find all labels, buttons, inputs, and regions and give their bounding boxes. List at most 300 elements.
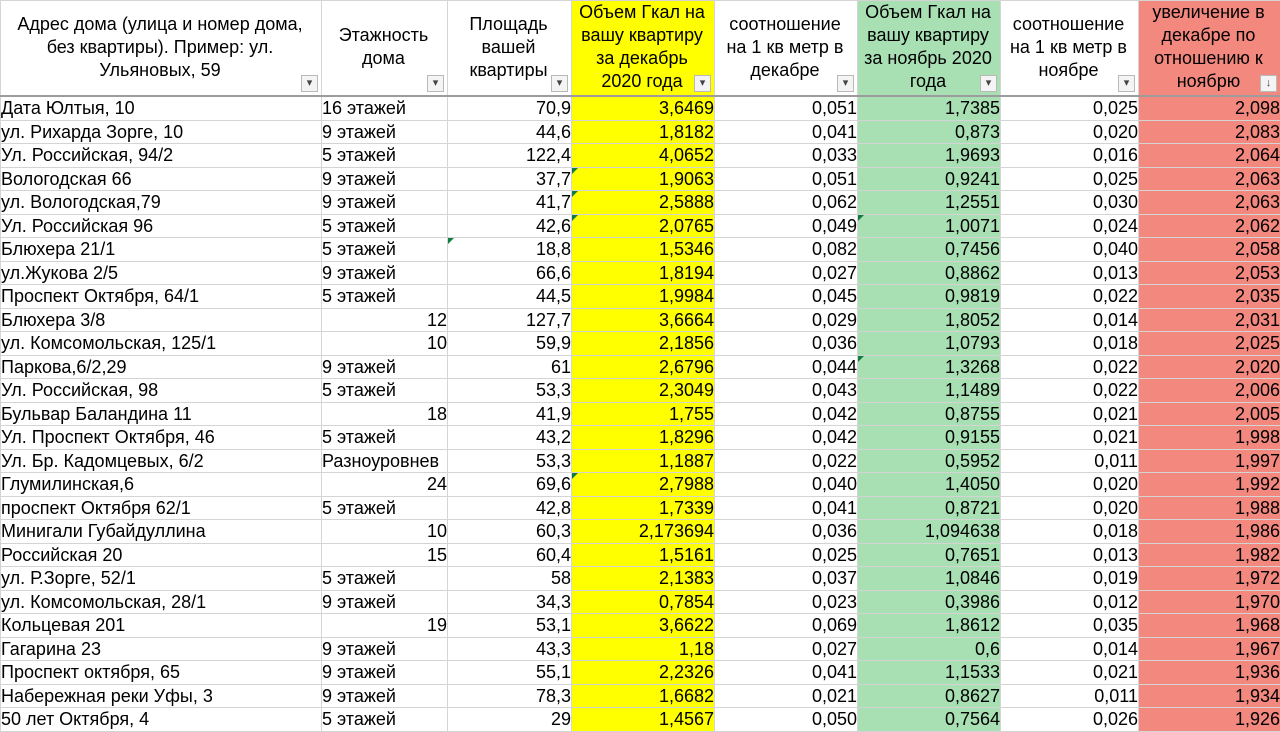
cell-area[interactable] <box>448 332 572 356</box>
cell-december-ratio[interactable] <box>715 144 858 168</box>
cell-november-ratio[interactable] <box>1001 614 1139 638</box>
cell-area[interactable] <box>448 567 572 591</box>
cell-november-gcal[interactable] <box>858 167 1001 191</box>
cell-address[interactable] <box>1 708 322 732</box>
cell-floors[interactable] <box>322 355 448 379</box>
cell-value: 1,4567 <box>659 709 714 729</box>
cell-floors[interactable] <box>322 637 448 661</box>
cell-november-ratio[interactable] <box>1001 520 1139 544</box>
cell-december-ratio[interactable] <box>715 285 858 309</box>
cell-december-ratio[interactable] <box>715 426 858 450</box>
cell-november-ratio[interactable] <box>1001 285 1139 309</box>
cell-value: 1,8296 <box>659 427 714 447</box>
cell-floors[interactable] <box>322 567 448 591</box>
cell-december-ratio[interactable] <box>715 120 858 144</box>
cell-december-gcal[interactable] <box>572 285 715 309</box>
cell-floors[interactable] <box>322 308 448 332</box>
cell-increase[interactable] <box>1139 567 1280 591</box>
cell-december-ratio[interactable] <box>715 473 858 497</box>
cell-increase[interactable] <box>1139 332 1280 356</box>
cell-address[interactable] <box>1 308 322 332</box>
cell-area[interactable] <box>448 285 572 309</box>
cell-increase[interactable] <box>1139 684 1280 708</box>
cell-address[interactable] <box>1 567 322 591</box>
cell-floors[interactable] <box>322 449 448 473</box>
cell-november-ratio[interactable] <box>1001 214 1139 238</box>
cell-address[interactable] <box>1 261 322 285</box>
cell-floors[interactable] <box>322 590 448 614</box>
cell-floors[interactable] <box>322 379 448 403</box>
cell-increase[interactable] <box>1139 120 1280 144</box>
cell-floors[interactable] <box>322 120 448 144</box>
cell-address[interactable] <box>1 520 322 544</box>
cell-value: 9 этажей <box>322 192 396 212</box>
cell-december-gcal[interactable] <box>572 261 715 285</box>
column-header-november-ratio <box>1001 1 1139 97</box>
cell-value: 0,022 <box>1093 380 1138 400</box>
cell-area[interactable] <box>448 96 572 120</box>
cell-november-gcal[interactable] <box>858 308 1001 332</box>
filter-dropdown-icon[interactable]: ▾ <box>837 75 854 92</box>
cell-value: 16 этажей <box>322 98 406 118</box>
cell-november-ratio[interactable] <box>1001 637 1139 661</box>
cell-area[interactable] <box>448 708 572 732</box>
table-row <box>1 332 1280 356</box>
cell-november-ratio[interactable] <box>1001 379 1139 403</box>
cell-november-ratio[interactable] <box>1001 191 1139 215</box>
cell-december-ratio[interactable] <box>715 449 858 473</box>
cell-value: 0,025 <box>1093 98 1138 118</box>
cell-december-gcal[interactable] <box>572 426 715 450</box>
cell-floors[interactable] <box>322 167 448 191</box>
cell-value: 2,0765 <box>659 216 714 236</box>
cell-value: 24 <box>427 474 447 494</box>
cell-november-ratio[interactable] <box>1001 261 1139 285</box>
cell-november-gcal[interactable] <box>858 402 1001 426</box>
cell-area[interactable] <box>448 473 572 497</box>
cell-address[interactable] <box>1 661 322 685</box>
cell-increase[interactable] <box>1139 402 1280 426</box>
cell-november-ratio[interactable] <box>1001 543 1139 567</box>
cell-december-ratio[interactable] <box>715 614 858 638</box>
cell-november-gcal[interactable] <box>858 332 1001 356</box>
cell-area[interactable] <box>448 426 572 450</box>
cell-december-ratio[interactable] <box>715 238 858 262</box>
cell-address[interactable] <box>1 332 322 356</box>
cell-december-ratio[interactable] <box>715 167 858 191</box>
cell-area[interactable] <box>448 308 572 332</box>
cell-december-ratio[interactable] <box>715 708 858 732</box>
sort-descending-filter-icon[interactable]: ↓ <box>1260 75 1277 92</box>
cell-december-gcal[interactable] <box>572 473 715 497</box>
cell-november-ratio[interactable] <box>1001 402 1139 426</box>
cell-address[interactable] <box>1 449 322 473</box>
cell-address[interactable] <box>1 96 322 120</box>
column-header-label: Площадь вашей квартиры <box>448 13 571 84</box>
cell-increase[interactable] <box>1139 308 1280 332</box>
cell-december-gcal[interactable] <box>572 332 715 356</box>
cell-address[interactable] <box>1 473 322 497</box>
cell-increase[interactable] <box>1139 355 1280 379</box>
cell-floors[interactable] <box>322 261 448 285</box>
cell-november-gcal[interactable] <box>858 285 1001 309</box>
cell-value: 1,972 <box>1235 568 1280 588</box>
cell-value: 0,020 <box>1093 474 1138 494</box>
cell-november-ratio[interactable] <box>1001 708 1139 732</box>
cell-value: 34,3 <box>536 592 571 612</box>
filter-dropdown-icon[interactable]: ▾ <box>551 75 568 92</box>
cell-area[interactable] <box>448 637 572 661</box>
error-indicator-icon <box>572 215 578 221</box>
cell-value: 0,041 <box>812 498 857 518</box>
cell-value: 1,5346 <box>659 239 714 259</box>
cell-value: 0,041 <box>812 662 857 682</box>
cell-floors[interactable] <box>322 426 448 450</box>
cell-november-gcal[interactable] <box>858 708 1001 732</box>
cell-value: 0,018 <box>1093 333 1138 353</box>
cell-value: 0,020 <box>1093 122 1138 142</box>
cell-address[interactable] <box>1 355 322 379</box>
cell-value: 0,042 <box>812 427 857 447</box>
error-indicator-icon <box>572 473 578 479</box>
cell-increase[interactable] <box>1139 590 1280 614</box>
cell-floors[interactable] <box>322 402 448 426</box>
cell-increase[interactable] <box>1139 379 1280 403</box>
cell-value: 0,025 <box>812 545 857 565</box>
cell-area[interactable] <box>448 543 572 567</box>
cell-december-ratio[interactable] <box>715 332 858 356</box>
cell-november-gcal[interactable] <box>858 637 1001 661</box>
cell-area[interactable] <box>448 167 572 191</box>
cell-november-ratio[interactable] <box>1001 661 1139 685</box>
cell-value: 61 <box>551 357 571 377</box>
cell-increase[interactable] <box>1139 614 1280 638</box>
cell-december-gcal[interactable] <box>572 614 715 638</box>
filter-dropdown-icon[interactable]: ▾ <box>1118 75 1135 92</box>
cell-value: 2,063 <box>1235 169 1280 189</box>
cell-area[interactable] <box>448 379 572 403</box>
cell-area[interactable] <box>448 355 572 379</box>
cell-floors[interactable] <box>322 96 448 120</box>
cell-december-gcal[interactable] <box>572 661 715 685</box>
cell-november-ratio[interactable] <box>1001 144 1139 168</box>
cell-increase[interactable] <box>1139 96 1280 120</box>
cell-floors[interactable] <box>322 520 448 544</box>
cell-december-gcal[interactable] <box>572 520 715 544</box>
cell-address[interactable] <box>1 402 322 426</box>
cell-december-ratio[interactable] <box>715 590 858 614</box>
cell-december-ratio[interactable] <box>715 637 858 661</box>
cell-december-ratio[interactable] <box>715 402 858 426</box>
cell-address[interactable] <box>1 191 322 215</box>
cell-value: 1,755 <box>669 404 714 424</box>
cell-november-gcal[interactable] <box>858 520 1001 544</box>
cell-december-gcal[interactable] <box>572 167 715 191</box>
cell-increase[interactable] <box>1139 520 1280 544</box>
cell-floors[interactable] <box>322 214 448 238</box>
cell-floors[interactable] <box>322 238 448 262</box>
table-row <box>1 402 1280 426</box>
cell-increase[interactable] <box>1139 214 1280 238</box>
cell-address[interactable] <box>1 285 322 309</box>
cell-value: 2,020 <box>1235 357 1280 377</box>
cell-increase[interactable] <box>1139 496 1280 520</box>
cell-value: 0,037 <box>812 568 857 588</box>
cell-december-gcal[interactable] <box>572 144 715 168</box>
cell-value: 2,063 <box>1235 192 1280 212</box>
cell-november-gcal[interactable] <box>858 543 1001 567</box>
cell-december-gcal[interactable] <box>572 355 715 379</box>
cell-increase[interactable] <box>1139 238 1280 262</box>
cell-floors[interactable] <box>322 708 448 732</box>
cell-december-gcal[interactable] <box>572 496 715 520</box>
cell-floors[interactable] <box>322 144 448 168</box>
column-header-address <box>1 1 322 97</box>
cell-increase[interactable] <box>1139 285 1280 309</box>
cell-value: 60,4 <box>536 545 571 565</box>
cell-value: 0,014 <box>1093 310 1138 330</box>
cell-value: 122,4 <box>526 145 571 165</box>
error-indicator-icon <box>572 168 578 174</box>
column-header-area <box>448 1 572 97</box>
cell-floors[interactable] <box>322 684 448 708</box>
cell-value: 1,9063 <box>659 169 714 189</box>
cell-value: 1,936 <box>1235 662 1280 682</box>
cell-december-gcal[interactable] <box>572 684 715 708</box>
cell-increase[interactable] <box>1139 449 1280 473</box>
cell-value: 5 этажей <box>322 709 396 729</box>
cell-november-ratio[interactable] <box>1001 120 1139 144</box>
cell-november-ratio[interactable] <box>1001 590 1139 614</box>
cell-value: 0,026 <box>1093 709 1138 729</box>
cell-november-gcal[interactable] <box>858 238 1001 262</box>
cell-value: 0,8755 <box>945 404 1000 424</box>
cell-november-ratio[interactable] <box>1001 355 1139 379</box>
cell-area[interactable] <box>448 496 572 520</box>
cell-address[interactable] <box>1 379 322 403</box>
cell-area[interactable] <box>448 684 572 708</box>
cell-floors[interactable] <box>322 543 448 567</box>
cell-november-ratio[interactable] <box>1001 96 1139 120</box>
cell-increase[interactable] <box>1139 661 1280 685</box>
filter-dropdown-icon[interactable]: ▾ <box>427 75 444 92</box>
cell-value: 0,043 <box>812 380 857 400</box>
cell-value: 1,1887 <box>659 451 714 471</box>
cell-december-gcal[interactable] <box>572 308 715 332</box>
cell-value: 1,0071 <box>945 216 1000 236</box>
cell-floors[interactable] <box>322 496 448 520</box>
cell-area[interactable] <box>448 661 572 685</box>
table-row <box>1 355 1280 379</box>
cell-november-gcal[interactable] <box>858 590 1001 614</box>
cell-increase[interactable] <box>1139 426 1280 450</box>
cell-address[interactable] <box>1 496 322 520</box>
cell-december-ratio[interactable] <box>715 567 858 591</box>
cell-address[interactable] <box>1 120 322 144</box>
cell-address[interactable] <box>1 590 322 614</box>
cell-december-ratio[interactable] <box>715 308 858 332</box>
cell-value: 10 <box>427 521 447 541</box>
cell-december-gcal[interactable] <box>572 379 715 403</box>
cell-increase[interactable] <box>1139 708 1280 732</box>
cell-value: 1,997 <box>1235 451 1280 471</box>
cell-november-ratio[interactable] <box>1001 167 1139 191</box>
cell-december-gcal[interactable] <box>572 590 715 614</box>
cell-address[interactable] <box>1 637 322 661</box>
cell-november-gcal[interactable] <box>858 355 1001 379</box>
cell-floors[interactable] <box>322 661 448 685</box>
cell-november-ratio[interactable] <box>1001 332 1139 356</box>
cell-november-ratio[interactable] <box>1001 684 1139 708</box>
cell-area[interactable] <box>448 120 572 144</box>
cell-november-gcal[interactable] <box>858 449 1001 473</box>
filter-dropdown-icon[interactable]: ▾ <box>694 75 711 92</box>
table-row <box>1 614 1280 638</box>
cell-floors[interactable] <box>322 473 448 497</box>
cell-address[interactable] <box>1 167 322 191</box>
cell-increase[interactable] <box>1139 167 1280 191</box>
cell-november-gcal[interactable] <box>858 120 1001 144</box>
cell-november-ratio[interactable] <box>1001 496 1139 520</box>
cell-december-ratio[interactable] <box>715 520 858 544</box>
cell-area[interactable] <box>448 214 572 238</box>
cell-increase[interactable] <box>1139 191 1280 215</box>
cell-december-ratio[interactable] <box>715 261 858 285</box>
cell-increase[interactable] <box>1139 144 1280 168</box>
cell-december-ratio[interactable] <box>715 96 858 120</box>
cell-november-gcal[interactable] <box>858 214 1001 238</box>
table-row <box>1 661 1280 685</box>
cell-area[interactable] <box>448 402 572 426</box>
cell-december-gcal[interactable] <box>572 214 715 238</box>
filter-dropdown-icon[interactable]: ▾ <box>980 75 997 92</box>
cell-value: Вологодская 66 <box>1 169 132 189</box>
cell-floors[interactable] <box>322 332 448 356</box>
cell-november-ratio[interactable] <box>1001 449 1139 473</box>
cell-december-gcal[interactable] <box>572 708 715 732</box>
cell-value: 9 этажей <box>322 592 396 612</box>
cell-december-gcal[interactable] <box>572 567 715 591</box>
cell-value: 1,18 <box>679 639 714 659</box>
cell-december-ratio[interactable] <box>715 191 858 215</box>
cell-floors[interactable] <box>322 614 448 638</box>
cell-value: 0,027 <box>812 639 857 659</box>
cell-area[interactable] <box>448 261 572 285</box>
cell-value: 41,7 <box>536 192 571 212</box>
cell-area[interactable] <box>448 449 572 473</box>
cell-november-gcal[interactable] <box>858 684 1001 708</box>
cell-value: 42,8 <box>536 498 571 518</box>
cell-december-ratio[interactable] <box>715 355 858 379</box>
cell-december-gcal[interactable] <box>572 238 715 262</box>
cell-november-gcal[interactable] <box>858 261 1001 285</box>
cell-december-ratio[interactable] <box>715 496 858 520</box>
cell-november-gcal[interactable] <box>858 379 1001 403</box>
cell-address[interactable] <box>1 238 322 262</box>
cell-area[interactable] <box>448 238 572 262</box>
cell-value: Глумилинская,6 <box>1 474 134 494</box>
cell-value: 0,021 <box>812 686 857 706</box>
cell-address[interactable] <box>1 214 322 238</box>
cell-november-ratio[interactable] <box>1001 426 1139 450</box>
cell-address[interactable] <box>1 684 322 708</box>
cell-november-gcal[interactable] <box>858 496 1001 520</box>
cell-december-ratio[interactable] <box>715 543 858 567</box>
cell-december-gcal[interactable] <box>572 120 715 144</box>
cell-value: 42,6 <box>536 216 571 236</box>
cell-value: Ул. Бр. Кадомцевых, 6/2 <box>1 451 204 471</box>
cell-area[interactable] <box>448 144 572 168</box>
cell-address[interactable] <box>1 543 322 567</box>
cell-december-ratio[interactable] <box>715 379 858 403</box>
cell-december-gcal[interactable] <box>572 96 715 120</box>
cell-value: Набережная реки Уфы, 3 <box>1 686 213 706</box>
column-header-floors <box>322 1 448 97</box>
cell-november-ratio[interactable] <box>1001 308 1139 332</box>
cell-november-gcal[interactable] <box>858 473 1001 497</box>
cell-increase[interactable] <box>1139 261 1280 285</box>
cell-value: 0,7564 <box>945 709 1000 729</box>
cell-value: 0,9241 <box>945 169 1000 189</box>
cell-address[interactable] <box>1 426 322 450</box>
cell-november-ratio[interactable] <box>1001 567 1139 591</box>
cell-increase[interactable] <box>1139 473 1280 497</box>
cell-november-gcal[interactable] <box>858 426 1001 450</box>
cell-value: 2,173694 <box>639 521 714 541</box>
cell-november-gcal[interactable] <box>858 661 1001 685</box>
cell-december-ratio[interactable] <box>715 661 858 685</box>
table-row <box>1 120 1280 144</box>
cell-november-gcal[interactable] <box>858 567 1001 591</box>
cell-december-gcal[interactable] <box>572 543 715 567</box>
cell-floors[interactable] <box>322 191 448 215</box>
cell-value: 0,8862 <box>945 263 1000 283</box>
cell-area[interactable] <box>448 191 572 215</box>
cell-value: 0,9155 <box>945 427 1000 447</box>
cell-december-ratio[interactable] <box>715 214 858 238</box>
cell-december-gcal[interactable] <box>572 402 715 426</box>
cell-november-ratio[interactable] <box>1001 473 1139 497</box>
cell-november-gcal[interactable] <box>858 614 1001 638</box>
cell-value: 19 <box>427 615 447 635</box>
cell-value: Минигали Губайдуллина <box>1 521 206 541</box>
cell-area[interactable] <box>448 590 572 614</box>
cell-area[interactable] <box>448 614 572 638</box>
cell-increase[interactable] <box>1139 543 1280 567</box>
cell-december-gcal[interactable] <box>572 191 715 215</box>
cell-november-gcal[interactable] <box>858 144 1001 168</box>
cell-december-gcal[interactable] <box>572 449 715 473</box>
cell-address[interactable] <box>1 144 322 168</box>
cell-value: Блюхера 21/1 <box>1 239 115 259</box>
cell-value: 2,7988 <box>659 474 714 494</box>
cell-november-gcal[interactable] <box>858 191 1001 215</box>
cell-address[interactable] <box>1 614 322 638</box>
cell-area[interactable] <box>448 520 572 544</box>
cell-value: 0,069 <box>812 615 857 635</box>
cell-floors[interactable] <box>322 285 448 309</box>
cell-december-ratio[interactable] <box>715 684 858 708</box>
cell-november-gcal[interactable] <box>858 96 1001 120</box>
cell-value: 55,1 <box>536 662 571 682</box>
table-row <box>1 167 1280 191</box>
cell-november-ratio[interactable] <box>1001 238 1139 262</box>
cell-increase[interactable] <box>1139 637 1280 661</box>
cell-value: 0,8721 <box>945 498 1000 518</box>
cell-value: 0,045 <box>812 286 857 306</box>
cell-december-gcal[interactable] <box>572 637 715 661</box>
filter-dropdown-icon[interactable]: ▾ <box>301 75 318 92</box>
